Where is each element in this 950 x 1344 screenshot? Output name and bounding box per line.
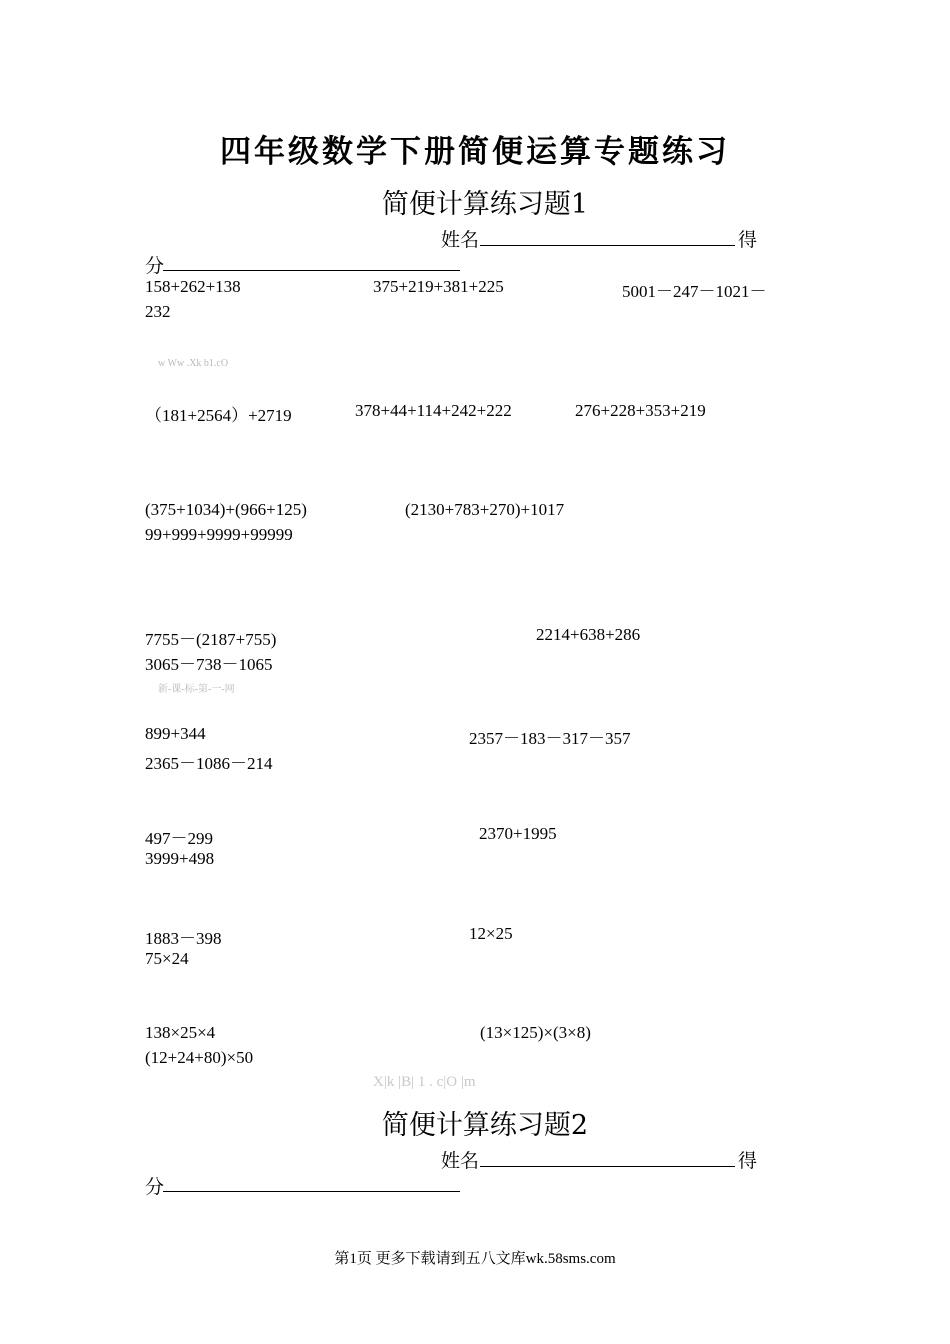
problem: 7755－(2187+755): [145, 630, 277, 649]
problem: 899+344: [145, 724, 206, 743]
score-blank-1[interactable]: [163, 270, 460, 271]
problem: 2357－183－317－357: [469, 729, 631, 748]
score-label-tail-1: 得: [738, 229, 758, 251]
score-label-tail-2: 得: [738, 1150, 758, 1172]
problem: 276+228+353+219: [575, 401, 706, 420]
problem-continuation: 232: [145, 302, 171, 321]
problem: 138×25×4: [145, 1023, 216, 1042]
problem: 12×25: [469, 924, 513, 943]
exercise-heading-2: 简便计算练习题2: [381, 1110, 589, 1141]
score-blank-2[interactable]: [163, 1191, 460, 1192]
problem: (2130+783+270)+1017: [405, 500, 565, 519]
problem: 99+999+9999+99999: [145, 525, 293, 544]
score-label-head-2: 分: [145, 1176, 165, 1198]
problem: 497－299: [145, 829, 213, 848]
watermark: w Ww .Xk b1.cO: [158, 358, 229, 369]
problem: (375+1034)+(966+125): [145, 500, 307, 519]
problem: 2365－1086－214: [145, 754, 273, 773]
watermark: 新-课-标-第-一-网: [158, 684, 235, 695]
problem: 375+219+381+225: [373, 277, 504, 296]
name-label-1: 姓名: [441, 229, 480, 251]
problem: 3999+498: [145, 849, 215, 868]
problem: 2214+638+286: [536, 625, 641, 644]
exercise-heading-1: 简便计算练习题1: [381, 189, 589, 220]
problem: 158+262+138: [145, 277, 241, 296]
document-title: 四年级数学下册简便运算专题练习: [220, 134, 730, 170]
page-footer: 第1页 更多下载请到五八文库wk.58sms.com: [334, 1251, 616, 1267]
problem: 2370+1995: [479, 824, 557, 843]
problem: 378+44+114+242+222: [355, 401, 512, 420]
score-label-head-1: 分: [145, 255, 165, 277]
problem: (13×125)×(3×8): [480, 1023, 591, 1042]
name-blank-2[interactable]: [480, 1166, 735, 1167]
name-label-2: 姓名: [441, 1150, 480, 1172]
watermark: X|k |B| 1 . c|O |m: [373, 1074, 476, 1090]
problem: 1883－398: [145, 929, 222, 948]
problem: （181+2564）+2719: [145, 406, 292, 425]
problem: 5001－247－1021－: [622, 282, 767, 301]
problem: (12+24+80)×50: [145, 1048, 254, 1067]
problem: 3065－738－1065: [145, 655, 273, 674]
name-blank-1[interactable]: [480, 245, 735, 246]
problem: 75×24: [145, 949, 189, 968]
